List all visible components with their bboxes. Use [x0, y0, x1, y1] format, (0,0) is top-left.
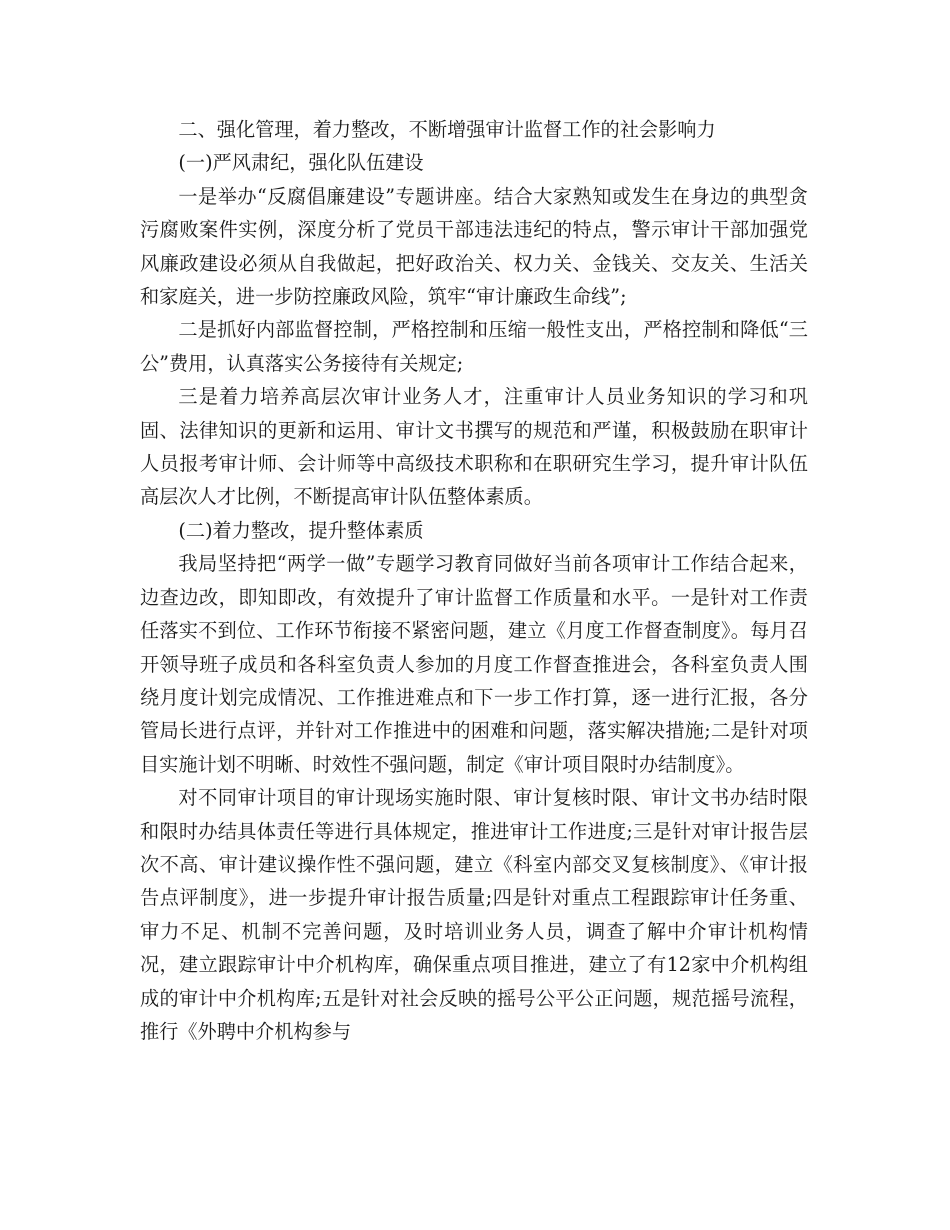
paragraph-3: 三是着力培养高层次审计业务人才，注重审计人员业务知识的学习和巩固、法律知识的更新和运用、审计文书撰写的规范和严谨，积极鼓励在职审计人员报考审计师、会计师等中高级技术职称和在职研究生学习，提升审计队伍高层次人才比例，不断提高审计队伍整体素质。 — [140, 385, 808, 509]
paragraph-1: 一是举办“反腐倡廉建设”专题讲座。结合大家熟知或发生在身边的典型贪污腐败案件实例，深度分析了党员干部违法违纪的特点，警示审计干部加强党风廉政建设必须从自我做起，把好政治关、权力关、金钱关、交友关、生活关和家庭关，进一步防控廉政风险，筑牢“审计廉政生命线”; — [140, 184, 808, 309]
section-heading: 二、强化管理，着力整改，不断增强审计监督工作的社会影响力 — [178, 118, 716, 141]
paragraph-2: 二是抓好内部监督控制，严格控制和压缩一般性支出，严格控制和降低“三公”费用，认真落实公务接待有关规定; — [140, 318, 808, 375]
paragraph-5: 对不同审计项目的审计现场实施时限、审计复核时限、审计文书办结时限和限时办结具体责任等进行具体规定，推进审计工作进度;三是针对审计报告层次不高、审计建议操作性不强问题，建立《科室内部交叉复核制度》、《审计报告点评制度》，进一步提升审计报告质量;四是针对重点工程跟踪审计任务重、审力不足、机制不完善问题，及时培训业务人员，调查了解中介审计机构情况，建立跟踪审计中介机构库，确保重点项目推进，建立了有12家中介机构组成的审计中介机构库;五是针对社会反映的摇号公平公正问题，规范摇号流程，推行《外聘中介机构参与 — [140, 786, 808, 1043]
document-page — [140, 113, 808, 1048]
subsection-heading-2: (二)着力整改，提升整体素质 — [178, 518, 424, 542]
subsection-heading-1: (一)严风肃纪，强化队伍建设 — [178, 151, 424, 175]
paragraph-4: 我局坚持把“两学一做”专题学习教育同做好当前各项审计工作结合起来，边查边改，即知即改，有效提升了审计监督工作质量和水平。一是针对工作责任落实不到位、工作环节衔接不紧密问题，建立《月度工作督查制度》。每月召开领导班子成员和各科室负责人参加的月度工作督查推进会，各科室负责人围绕月度计划完成情况、工作推进难点和下一步工作打算，逐一进行汇报，各分管局长进行点评，并针对工作推进中的困难和问题，落实解决措施;二是针对项目实施计划不明晰、时效性不强问题，制定《审计项目限时办结制度》。 — [140, 552, 808, 776]
